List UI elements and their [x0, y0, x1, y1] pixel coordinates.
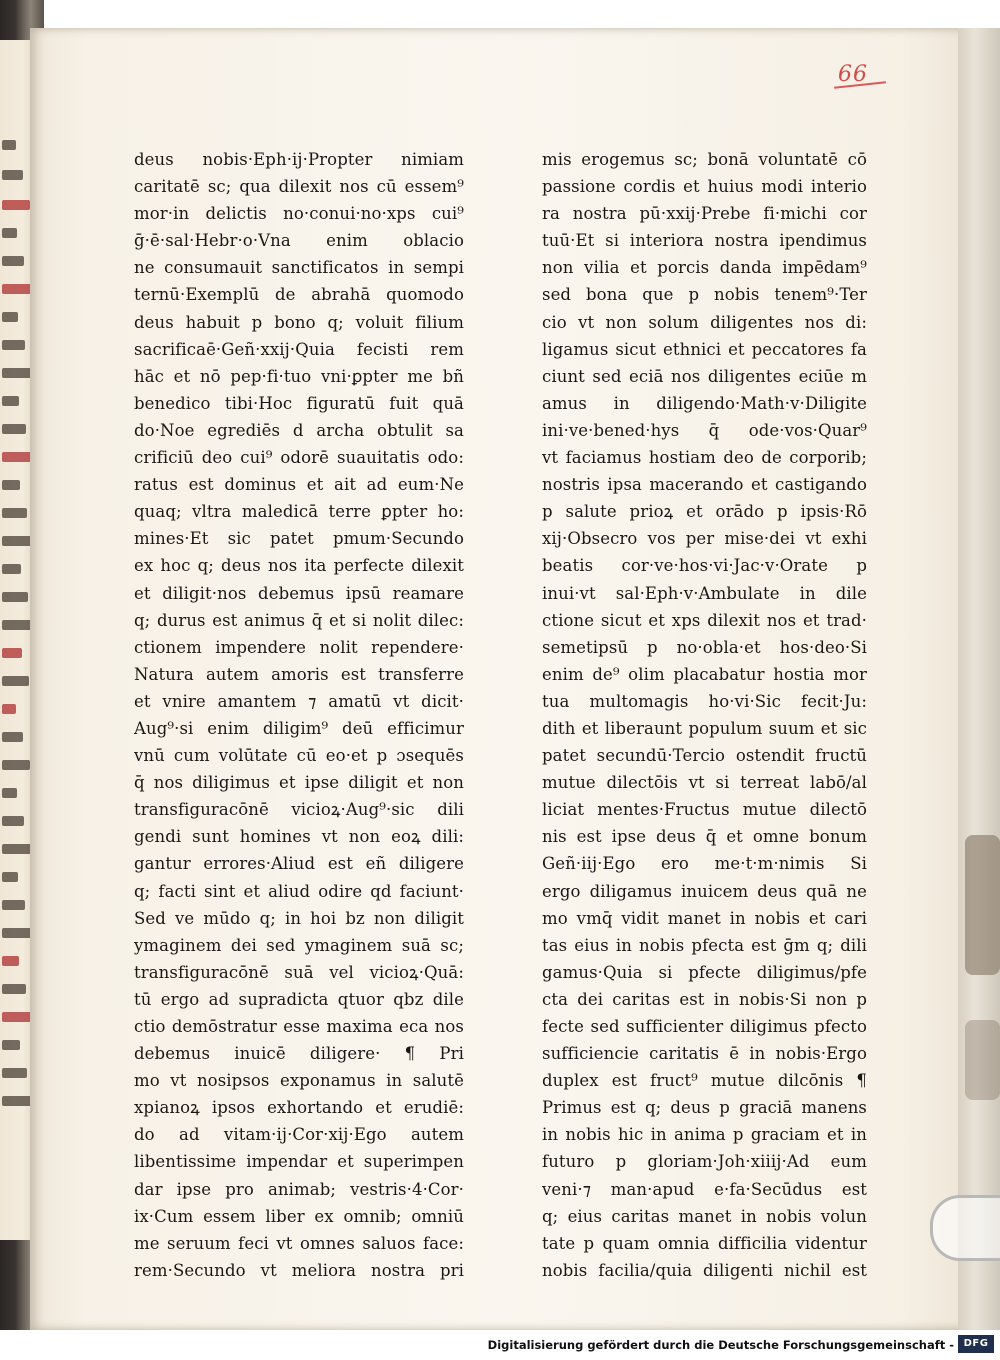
- prev-page-text-fragment: [2, 704, 16, 714]
- edge-stain: [965, 1020, 1000, 1100]
- text-line: transfiguracōnē suā vel vicioꝝ·Quā:: [134, 962, 464, 982]
- text-line: mutue dilectōis vt si terreat labō/al: [542, 773, 867, 793]
- text-line: duplex est fruct⁹ mutue dilcōnis ¶: [542, 1071, 867, 1091]
- prev-page-text-fragment: [2, 592, 28, 602]
- text-line: et vnire amantem ⁊ amatū vt dicit·: [134, 691, 464, 711]
- paper-clip: [930, 1195, 1000, 1261]
- text-line: nostris ipsa macerando et castigando: [542, 475, 867, 495]
- text-line: caritatē sc; qua dilexit nos cū essem⁹: [134, 177, 464, 197]
- text-line: quaq; vltra maledicā terre ꝑpter ho:: [134, 502, 464, 522]
- dfg-logo: DFG: [958, 1335, 994, 1353]
- text-line: sufficiencie caritatis ē in nobis·Ergo: [542, 1044, 867, 1064]
- text-line: fecte sed sufficienter diligimus pfecto: [542, 1017, 867, 1036]
- prev-page-text-fragment: [2, 816, 24, 826]
- text-line: ctio demōstratur esse maxima eca nos: [134, 1017, 464, 1036]
- text-line: ra nostra pū·xxij·Prebe fi·michi cor: [542, 204, 867, 224]
- text-line: ix·Cum essem liber ex omnib; omniū: [134, 1206, 464, 1226]
- text-line: non vilia et porcis danda impēdam⁹: [542, 258, 867, 278]
- text-line: libentissime impendar et superimpen: [134, 1152, 464, 1172]
- prev-page-text-fragment: [2, 732, 23, 742]
- text-line: Sed ve mūdo q; in hoi bz non diligit: [134, 908, 464, 928]
- text-line: Geñ·iij·Ego ero me·t·m·nimis Si: [542, 854, 867, 874]
- text-line: xij·Obsecro vos per mise·dei vt exhi: [542, 529, 867, 549]
- text-line: ymaginem dei sed ymaginem suā sc;: [134, 935, 464, 955]
- text-line: ctione sicut et xps dilexit nos et trad·: [542, 610, 867, 630]
- text-line: deus nobis·Eph·ij·Propter nimiam: [134, 150, 464, 169]
- text-line: ciunt sed eciā nos diligentes eciūe m: [542, 366, 867, 386]
- prev-page-text-fragment: [2, 170, 23, 180]
- prev-page-text-fragment: [2, 956, 19, 966]
- text-line: in nobis hic in anima p graciam et in: [542, 1125, 867, 1145]
- text-line: p salute prioꝝ et orādo p ipsis·Rō: [542, 502, 867, 522]
- prev-page-text-fragment: [2, 760, 30, 770]
- text-line: patet secundū·Tercio ostendit fructū: [542, 746, 867, 766]
- text-line: inui·vt sal·Eph·v·Ambulate in dile: [542, 583, 867, 603]
- prev-page-text-fragment: [2, 648, 22, 658]
- text-line: liciat mentes·Fructus mutue dilectō: [542, 800, 867, 820]
- text-line: futuro p gloriam·Joh·xiiij·Ad eum: [542, 1152, 867, 1172]
- text-line: debemus inuicē diligere· ¶ Pri: [134, 1044, 464, 1064]
- text-line: do ad vitam·ij·Cor·xij·Ego autem: [134, 1125, 464, 1145]
- text-line: tū ergo ad supradicta qtuor qbz dile: [134, 989, 464, 1009]
- prev-page-text-fragment: [2, 788, 17, 798]
- prev-page-text-fragment: [2, 368, 32, 378]
- prev-page-text-fragment: [2, 1040, 20, 1050]
- footer-bar: [0, 1330, 1000, 1360]
- text-line: mines·Et sic patet pmum·Secundo: [134, 529, 464, 549]
- text-line: dith et liberaunt populum suum et sic: [542, 718, 867, 738]
- text-line: enim de⁹ olim placabatur hostia mor: [542, 664, 867, 684]
- text-line: tate p quam omnia difficilia videntur: [542, 1233, 867, 1253]
- edge-stain: [965, 835, 1000, 975]
- text-line: amus in diligendo·Math·v·Diligite: [542, 393, 867, 413]
- text-line: me seruum feci vt omnes saluos face:: [134, 1233, 464, 1253]
- text-column-left: [134, 146, 464, 1284]
- text-line: gendi sunt homines vt non eoꝝ dili:: [134, 827, 464, 847]
- prev-page-text-fragment: [2, 984, 26, 994]
- prev-page-text-fragment: [2, 256, 24, 266]
- prev-page-text-fragment: [2, 452, 33, 462]
- text-line: ligamus sicut ethnici et peccatores fa: [542, 339, 867, 359]
- text-line: benedico tibi·Hoc figuratū fuit quā: [134, 393, 464, 413]
- prev-page-text-fragment: [2, 508, 27, 518]
- prev-page-text-fragment: [2, 900, 25, 910]
- text-line: q; durus est animus q̄ et si nolit dilec:: [134, 610, 464, 630]
- text-line: ternū·Exemplū de abrahā quomodo: [134, 285, 464, 305]
- prev-page-text-fragment: [2, 844, 31, 854]
- prev-page-text-fragment: [2, 312, 18, 322]
- text-line: cta dei caritas est in nobis·Si non p: [542, 989, 867, 1009]
- text-line: hāc et nō pep·fi·tuo vni·ꝑpter me bñ: [134, 366, 464, 386]
- text-line: et diligit·nos debemus ipsū reamare: [134, 583, 464, 603]
- funding-notice: Digitalisierung gefördert durch die Deutsche Forschungsgemeinschaft -: [487, 1338, 954, 1352]
- text-line: vnū cum volūtate cū eo·et p ɔsequēs: [134, 746, 464, 766]
- text-line: sacrificaē·Geñ·xxij·Quia fecisti rem: [134, 339, 464, 359]
- text-line: tas eius in nobis pfecta est ḡm q; dili: [542, 935, 867, 955]
- text-line: ergo diligamus inuicem deus quā ne: [542, 881, 867, 901]
- text-line: Primus est q; deus p graciā manens: [542, 1098, 867, 1118]
- text-line: q̄ nos diligimus et ipse diligit et non: [134, 773, 464, 793]
- text-line: ratus est dominus et ait ad eum·Ne: [134, 475, 464, 495]
- text-line: semetipsū p no·obla·et hos·deo·Si: [542, 637, 867, 657]
- text-line: mis erogemus sc; bonā voluntatē cō: [542, 150, 867, 169]
- text-line: q; facti sint et aliud odire qd faciunt·: [134, 881, 464, 901]
- text-line: ctionem impendere nolit rependere·: [134, 637, 464, 657]
- text-line: passione cordis et huius modi interio: [542, 177, 867, 197]
- text-line: nobis facilia/quia diligenti nichil est: [542, 1260, 867, 1280]
- prev-page-text-fragment: [2, 284, 31, 294]
- text-line: ḡ·ē·sal·Hebr·o·Vna enim oblacio: [134, 231, 464, 251]
- text-line: vt faciamus hostiam deo de corporib;: [542, 448, 867, 468]
- text-line: beatis cor·ve·hos·vi·Jac·v·Orate p: [542, 556, 867, 576]
- prev-page-text-fragment: [2, 480, 20, 490]
- prev-page-text-fragment: [2, 140, 16, 150]
- text-line: cio vt non solum diligentes nos di:: [542, 312, 867, 332]
- text-line: Aug⁹·si enim diligim⁹ deū efficimur: [134, 718, 464, 738]
- prev-page-text-fragment: [2, 228, 17, 238]
- text-line: deus habuit p bono q; voluit filium: [134, 312, 464, 332]
- text-line: do·Noe egrediēs d archa obtulit sa: [134, 420, 464, 440]
- text-line: veni·⁊ man·apud e·fa·Secūdus est: [542, 1179, 867, 1199]
- text-column-right: [542, 146, 867, 1284]
- prev-page-text-fragment: [2, 396, 19, 406]
- folio-number: 66: [838, 62, 868, 87]
- text-line: ex hoc q; deus nos ita perfecte dilexit: [134, 556, 464, 576]
- prev-page-text-fragment: [2, 564, 21, 574]
- text-line: nis est ipse deus q̄ et omne bonum: [542, 827, 867, 847]
- text-line: mo vmq̄ vidit manet in nobis et cari: [542, 908, 867, 928]
- text-line: dar ipse pro animab; vestris·4·Cor·: [134, 1179, 464, 1199]
- text-line: ini·ve·bened·hys q̄ ode·vos·Quar⁹: [542, 420, 867, 440]
- text-line: q; eius caritas manet in nobis volun: [542, 1206, 867, 1226]
- prev-page-text-fragment: [2, 928, 32, 938]
- prev-page-text-fragment: [2, 340, 25, 350]
- prev-page-text-fragment: [2, 1068, 27, 1078]
- prev-page-text-fragment: [2, 1012, 33, 1022]
- text-line: Natura autem amoris est transferre: [134, 664, 464, 684]
- page-stack-edge: [958, 28, 1000, 1330]
- text-line: crificiū deo cui⁹ odorē suauitatis odo:: [134, 448, 464, 468]
- prev-page-text-fragment: [2, 200, 30, 210]
- text-line: tua multomagis ho·vi·Sic fecit·Ju:: [542, 691, 867, 711]
- text-line: xpianoꝝ ipsos exhortando et erudiē:: [134, 1098, 464, 1118]
- text-line: sed bona que p nobis tenem⁹·Ter: [542, 285, 867, 305]
- prev-page-text-fragment: [2, 872, 18, 882]
- text-line: ne consumauit sanctificatos in sempi: [134, 258, 464, 278]
- text-line: mo vt nosipsos exponamus in salutē: [134, 1071, 464, 1091]
- prev-page-text-fragment: [2, 424, 26, 434]
- text-line: transfiguracōnē vicioꝝ·Aug⁹·sic dili: [134, 800, 464, 820]
- text-line: mor·in delictis no·conui·no·xps cui⁹: [134, 204, 464, 224]
- text-line: rem·Secundo vt meliora nostra pri: [134, 1260, 464, 1280]
- text-line: gantur errores·Aliud est eñ diligere: [134, 854, 464, 874]
- prev-page-text-fragment: [2, 676, 29, 686]
- text-line: tuū·Et si interiora nostra ipendimus: [542, 231, 867, 251]
- text-line: gamus·Quia si pfecte diligimus/pfe: [542, 962, 867, 982]
